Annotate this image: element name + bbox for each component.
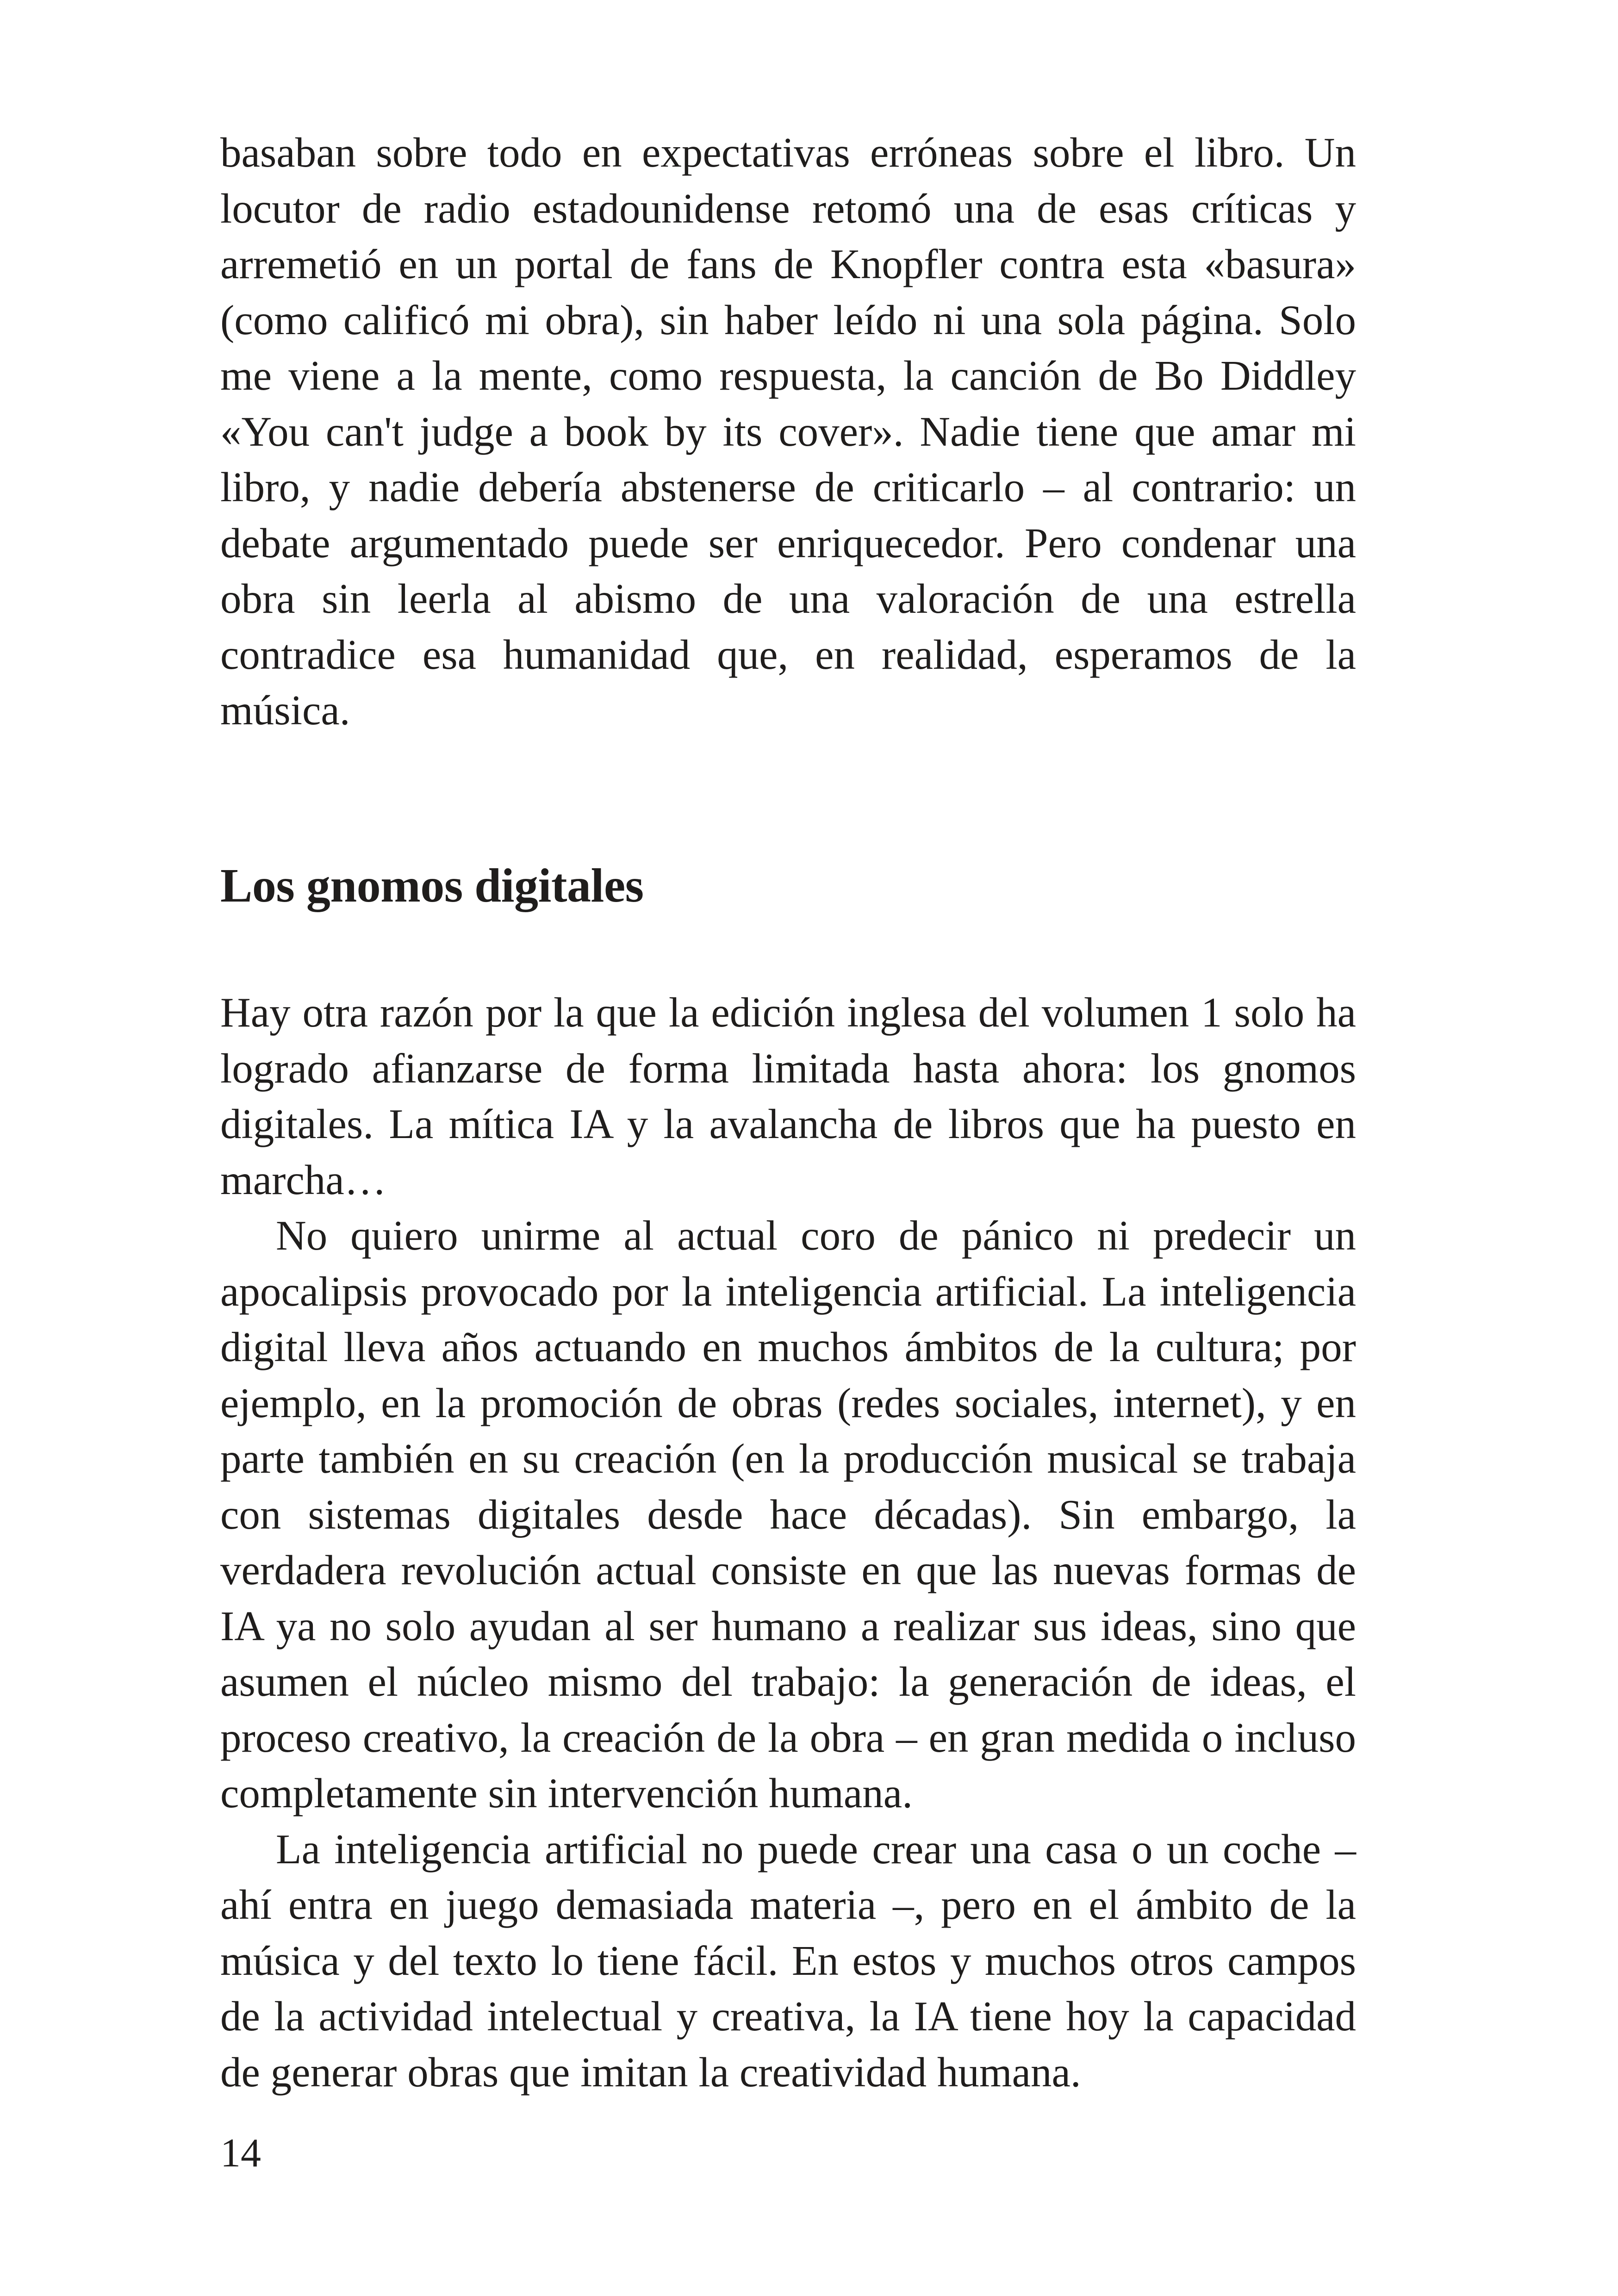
section-paragraph-3: La inteligencia artificial no puede crear una casa o un coche – ahí entra en juego demasiada materia –, pero en el ámbito de la música y del texto lo tiene fácil. En estos y muchos otros campos de la actividad intelectual y creativa, la IA tiene hoy la capacidad de generar obras que imitan la creatividad humana. bbox=[220, 1825, 1356, 2096]
opening-block bbox=[220, 125, 1356, 739]
section-body bbox=[220, 985, 1356, 2100]
opening-paragraph: basaban sobre todo en expectativas erróneas sobre el libro. Un locutor de radio estadounidense retomó una de esas críticas y arremetió en un portal de fans de Knopfler contra esta «basura» (como calificó mi obra), sin haber leído ni una sola página. Solo me viene a la mente, como respuesta, la canción de Bo Diddley «You can't judge a book by its cover». Nadie tiene que amar mi libro, y nadie debería abstenerse de criticarlo – al contrario: un debate argumentado puede ser enriquecedor. Pero condenar una obra sin leerla al abismo de una valoración de una estrella contradice esa humanidad que, en realidad, esperamos de la música. bbox=[220, 129, 1356, 734]
section-heading: Los gnomos digitales bbox=[220, 859, 644, 912]
page-number: 14 bbox=[220, 2131, 261, 2176]
section-paragraph-2: No quiero unirme al actual coro de pánico ni predecir un apocalipsis provocado por la inteligencia artificial. La inteligencia digital lleva años actuando en muchos ámbitos de la cultura; por ejemplo, en la promoción de obras (redes sociales, internet), y en parte también en su creación (en la producción musical se trabaja con sistemas digitales desde hace décadas). Sin embargo, la verdadera revolución actual consiste en que las nuevas formas de IA ya no solo ayudan al ser humano a realizar sus ideas, sino que asumen el núcleo mismo del trabajo: la generación de ideas, el proceso creativo, la creación de la obra – en gran medida o incluso completamente sin intervención humana. bbox=[220, 1212, 1356, 1817]
section-paragraph-1: Hay otra razón por la que la edición inglesa del volumen 1 solo ha logrado afianzarse de forma limitada hasta ahora: los gnomos digitales. La mítica IA y la avalancha de libros que ha puesto en marcha… bbox=[220, 989, 1356, 1203]
